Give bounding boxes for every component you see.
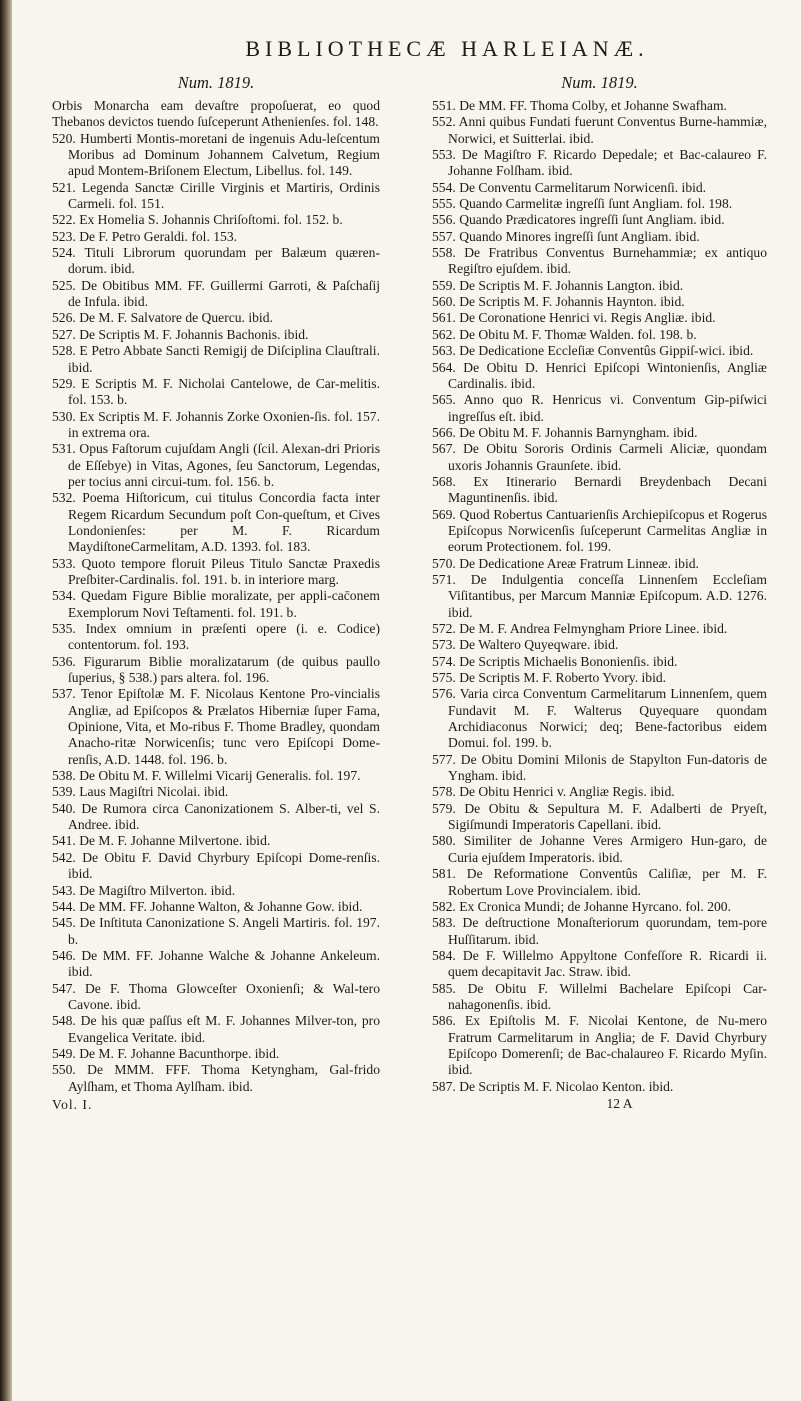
catalogue-entry: 572. De M. F. Andrea Felmyngham Priore Linee. ibid. <box>432 621 728 636</box>
catalogue-entry: 538. De Obitu M. F. Willelmi Vicarij Generalis. fol. 197. <box>52 768 361 784</box>
catalogue-entry: 558. De Fratribus Conventus Burnehammiæ; ex antiquo Regiſtro ejuſdem. ibid. <box>432 245 767 277</box>
volume-footer: Vol. I. <box>52 1096 93 1112</box>
catalogue-entry: 527. De Scriptis M. F. Johannis Bachonis. ibid. <box>52 326 309 342</box>
catalogue-entry: 526. De M. F. Salvatore de Quercu. ibid. <box>52 310 273 326</box>
catalogue-entry: 578. De Obitu Henrici v. Angliæ Regis. ibid. <box>432 784 675 800</box>
catalogue-entry: 581. De Reformatione Conventûs Caliſiæ, per M. F. Robertum Love Provincialem. ibid. <box>432 866 767 898</box>
catalogue-entry: 534. Quedam Figure Biblie moralizate, per appli-cac̄onem Exemplorum Novi Teſtamenti. fol. 191. b. <box>52 588 380 620</box>
left-column <box>52 70 380 1113</box>
catalogue-entry: 536. Figurarum Biblie moralizatarum (de quibus paullo ſuperius, § 538.) pars altera. fol. 196. <box>52 653 380 686</box>
catalogue-entry: 531. Opus Faſtorum cujuſdam Angli (ſcil. Alexan-dri Prioris de Eſſebye) in Vitas, Agones, ſeu Sanctorum, Legendas, per tocius anni circui-tum. fol. 156. b. <box>52 441 380 489</box>
catalogue-entry: 568. Ex Itinerario Bernardi Breydenbach Decani Maguntinenſis. ibid. <box>432 473 767 506</box>
signature-mark: 12 A <box>606 1095 633 1111</box>
catalogue-entry: 540. De Rumora circa Canonizationem S. Alber-ti, vel S. Andree. ibid. <box>52 800 380 833</box>
catalogue-entry: 535. Index omnium in præſenti opere (i. e. Codice) contentorum. fol. 193. <box>52 621 380 653</box>
book-binding-edge <box>0 0 12 1401</box>
catalogue-entry: 567. De Obitu Sororis Ordinis Carmeli Aliciæ, quondam uxoris Johannis Graunſete. ibid. <box>432 441 767 473</box>
catalogue-entry: 541. De M. F. Johanne Milvertone. ibid. <box>52 833 271 849</box>
catalogue-entry: 587. De Scriptis M. F. Nicolao Kenton. ibid. <box>432 1078 674 1094</box>
catalogue-entry: 542. De Obitu F. David Chyrbury Epiſcopi Dome-renſis. ibid. <box>52 849 380 882</box>
catalogue-entry: 580. Similiter de Johanne Veres Armigero Hun-garo, de Curia ejuſdem Imperatoris. ibid. <box>432 833 767 865</box>
catalogue-entry: 520. Humberti Montis-moretani de ingenuis Adu-leſcentum Moribus ad Dominum Johannem Calvetum, Regium apud Montem-Briſonem Electum, Libellus. fol. 149. <box>52 130 380 179</box>
catalogue-entry: 523. De F. Petro Geraldi. fol. 153. <box>52 228 238 244</box>
catalogue-entry: 573. De Waltero Quyeqware. ibid. <box>432 637 619 653</box>
catalogue-entry: 544. De MM. FF. Johanne Walton, & Johanne Gow. ibid. <box>52 898 363 914</box>
catalogue-entry: 560. De Scriptis M. F. Johannis Haynton. ibid. <box>432 294 685 310</box>
catalogue-entry: 559. De Scriptis M. F. Johannis Langton. ibid. <box>432 277 684 293</box>
catalogue-entry: 539. Laus Magiſtri Nicolai. ibid. <box>52 784 229 800</box>
catalogue-entry: 524. Tituli Librorum quorundam per Balæum quæren-dorum. ibid. <box>52 245 380 277</box>
catalogue-entry: 569. Quod Robertus Cantuarienſis Archiepiſcopus et Rogerus Epiſcopus Norwicenſis ſuſceperunt Carmelitas Angliæ in eorum Protectionem. fol. 199. <box>432 506 767 555</box>
right-entry-list <box>432 98 767 1095</box>
catalogue-entry: 529. E Scriptis M. F. Nicholai Cantelowe, de Car-melitis. fol. 153. b. <box>52 375 380 408</box>
catalogue-entry: 547. De F. Thoma Glowceſter Oxonienſi; & Wal-tero Cavone. ibid. <box>52 980 380 1012</box>
catalogue-entry: Orbis Monarcha eam devaſtre propoſuerat, eo quod Thebanos devictos tuendo ſuſceperunt Athenienſes. fol. 148. <box>52 98 380 130</box>
catalogue-entry: 571. De Indulgentia conceſſa Linnenſem Eccleſiam Viſitantibus, per Marcum Manniæ Epiſcopum. A.D. 1276. ibid. <box>432 571 767 620</box>
catalogue-entry: 543. De Magiſtro Milverton. ibid. <box>52 882 236 898</box>
running-header: BIBLIOTHECÆ HARLEIANÆ. <box>245 36 649 61</box>
catalogue-entry: 575. De Scriptis M. F. Roberto Yvory. ibid. <box>432 670 667 686</box>
catalogue-entry: 555. Quando Carmelitæ ingreſſi ſunt Angliam. fol. 198. <box>432 196 733 212</box>
catalogue-entry: 554. De Conventu Carmelitarum Norwicenſi. ibid. <box>432 179 707 195</box>
catalogue-entry: 525. De Obitibus MM. FF. Guillermi Garroti, & Paſchaſij de Infula. ibid. <box>52 277 380 310</box>
catalogue-entry: 545. De Inſtituta Canonizatione S. Angeli Martiris. fol. 197. b. <box>52 915 380 947</box>
catalogue-entry: 579. De Obitu & Sepultura M. F. Adalberti de Pryeſt, Sigiſmundi Imperatoris Capellani. ibid. <box>432 800 767 833</box>
catalogue-entry: 532. Poema Hiſtoricum, cui titulus Concordia facta inter Regem Ricardum Secundum poſt Con-queſtum, et Cives Londonienſes: per M. F. Ricardum MaydiſtoneCarmelitam, A.D. 1393. fol. 183. <box>52 490 380 555</box>
catalogue-entry: 577. De Obitu Domini Milonis de Stapylton Fun-datoris de Yngham. ibid. <box>432 751 767 784</box>
catalogue-entry: 549. De M. F. Johanne Bacunthorpe. ibid. <box>52 1045 280 1061</box>
right-num-heading: Num. 1819. <box>561 73 638 92</box>
catalogue-entry: 533. Quoto tempore floruit Pileus Titulo Sanctæ Praxedis Preſbiter-Cardinalis. fol. 191. b. in interiore marg. <box>52 555 380 587</box>
catalogue-entry: 563. De Dedicatione Eccleſiæ Conventûs Gippiſ-wici. ibid. <box>432 343 754 359</box>
catalogue-page <box>12 0 801 1401</box>
left-num-heading: Num. 1819. <box>177 73 255 92</box>
catalogue-entry: 586. Ex Epiſtolis M. F. Nicolai Kentone, de Nu-mero Fratrum Carmelitarum in Anglia; de F. David Chyrbury Epiſcopo Domerenſi; de Bac-chalaureo F. Ricardo Myſin. ibid. <box>432 1013 767 1078</box>
catalogue-entry: 537. Tenor Epiſtolæ M. F. Nicolaus Kentone Pro-vincialis Angliæ, ad Epiſcopos & Prælatos Hiberniæ ſuper Fama, Opinione, Vita, et Mo-ribus F. Thome Bradley, quondam Anacho-ritæ Norwicenſis; tunc vero Epiſcopi Dome-renſis, A.D. 1448. fol. 196. b. <box>52 686 380 767</box>
catalogue-entry: 565. Anno quo R. Henricus vi. Conventum Gip-piſwici ingreſſus eſt. ibid. <box>432 392 767 424</box>
catalogue-entry: 548. De his quæ paſſus eſt M. F. Johannes Milver-ton, pro Evangelica Veritate. ibid. <box>52 1013 380 1045</box>
left-entry-list <box>52 98 380 1095</box>
catalogue-entry: 566. De Obitu M. F. Johannis Barnyngham. ibid. <box>432 424 698 440</box>
catalogue-entry: 521. Legenda Sanctæ Cirille Virginis et Martiris, Ordinis Carmeli. fol. 151. <box>52 179 380 212</box>
catalogue-entry: 556. Quando Prædicatores ingreſſi ſunt Angliam. ibid. <box>432 212 725 228</box>
right-column <box>432 70 767 1112</box>
catalogue-entry: 557. Quando Minores ingreſſi ſunt Angliam. ibid. <box>432 228 700 244</box>
catalogue-entry: 585. De Obitu F. Willelmi Bachelare Epiſcopi Car-nahagonenſis. ibid. <box>432 980 767 1012</box>
catalogue-entry: 553. De Magiſtro F. Ricardo Depedale; et Bac-calaureo F. Johanne Folſham. ibid. <box>432 147 767 179</box>
catalogue-entry: 583. De deſtructione Monaſteriorum quorundam, tem-pore Huſſitarum. ibid. <box>432 915 767 947</box>
catalogue-entry: 564. De Obitu D. Henrici Epiſcopi Wintonienſis, Angliæ Cardinalis. ibid. <box>432 359 767 391</box>
catalogue-entry: 528. E Petro Abbate Sancti Remigij de Diſciplina Clauſtrali. ibid. <box>52 343 380 375</box>
catalogue-entry: 546. De MM. FF. Johanne Walche & Johanne Ankeleum. ibid. <box>52 947 380 980</box>
catalogue-entry: 552. Anni quibus Fundati fuerunt Conventus Burne-hammiæ, Norwici, et Suitterlai. ibid. <box>432 114 767 146</box>
catalogue-entry: 570. De Dedicatione Areæ Fratrum Linneæ. ibid. <box>432 555 699 571</box>
catalogue-entry: 574. De Scriptis Michaelis Bononienſis. ibid. <box>432 653 678 669</box>
catalogue-entry: 550. De MMM. FFF. Thoma Ketyngham, Gal-frido Aylſham, et Thoma Aylſham. ibid. <box>52 1062 380 1094</box>
catalogue-entry: 551. De MM. FF. Thoma Colby, et Johanne Swafham. <box>432 98 727 113</box>
catalogue-entry: 576. Varia circa Conventum Carmelitarum Linnenſem, quem Fundavit M. F. Walterus Quyequare quondam Archidiaconus Norwici; deq; Bene-factoribus eidem Domui. fol. 199. b. <box>432 686 767 751</box>
catalogue-entry: 561. De Coronatione Henrici vi. Regis Angliæ. ibid. <box>432 310 716 326</box>
catalogue-entry: 584. De F. Willelmo Appyltone Confeſſore R. Ricardi ii. quem decapitavit Jac. Straw. ibid. <box>432 947 767 980</box>
catalogue-entry: 522. Ex Homelia S. Johannis Chriſoſtomi. fol. 152. b. <box>52 212 343 228</box>
catalogue-entry: 562. De Obitu M. F. Thomæ Walden. fol. 198. b. <box>432 326 697 342</box>
catalogue-entry: 530. Ex Scriptis M. F. Johannis Zorke Oxonien-ſis. fol. 157. in extrema ora. <box>52 408 380 440</box>
catalogue-entry: 582. Ex Cronica Mundi; de Johanne Hyrcano. fol. 200. <box>432 898 732 914</box>
